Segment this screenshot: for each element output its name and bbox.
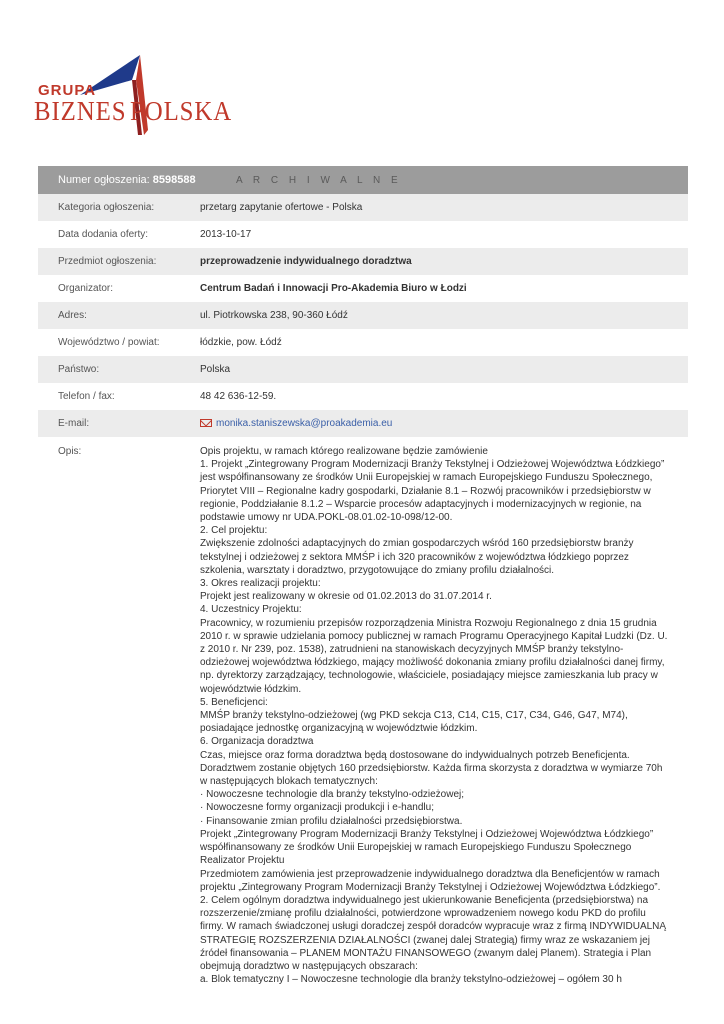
row-value: przetarg zapytanie ofertowe - Polska (200, 202, 363, 213)
description-line: Projekt jest realizowany w okresie od 01.02.2013 do 31.07.2014 r. (200, 591, 492, 603)
row-label: Państwo: (58, 364, 100, 375)
description-line: tekstylnej i odzieżowej z sektora MMŚP i ich 320 pracowników z województwa łódzkiego poprzez (200, 551, 629, 563)
description-line: szkolenia, warsztaty i doradztwo, przygotowujące do zmiany profilu działalności. (200, 564, 555, 576)
description-line: 2. Celem ogólnym doradztwa indywidualnego jest ukierunkowanie Beneficjenta (przedsiębiorstwa) na (200, 894, 649, 906)
description-line: 4. Uczestnicy Projektu: (200, 604, 302, 616)
number-label: Numer ogłoszenia: (58, 174, 150, 186)
description-line: w następujących blokach tematycznych: (200, 776, 378, 788)
logo-biznes: BIZNES (34, 96, 127, 126)
description-line: odzieżowej województwa łódzkiego, mający możliwość dokonania zmiany profilu działalności danej firmy, (200, 657, 665, 669)
description-line: źródeł finansowania – PLANEM MONTAŻU FINANSOWEGO (zwanym dalej Planem). Strategia i Plan (200, 947, 652, 959)
row-label: Adres: (58, 310, 87, 321)
description-line: 2010 r. w sprawie udzielania pomocy publicznej w ramach Programu Operacyjnego Kapitał Ludzki (Dz. U. (200, 630, 668, 642)
description-line: 1. Projekt „Zintegrowany Program Modernizacji Branży Tekstylnej i Odzieżowej Województwa Łódzkiego” (200, 459, 665, 471)
description-line: obejmują doradztwo w następujących obszarach: (200, 960, 418, 972)
description-line: z 2010 r. Nr 239, poz. 1538), zatrudnieni na stanowiskach decyzyjnych MMŚP branży tekstylno- (200, 644, 624, 656)
logo-polska: POLSKA (130, 96, 233, 126)
row-label: Kategoria ogłoszenia: (58, 202, 155, 213)
description-line: województwie łódzkim. (200, 683, 302, 695)
logo (30, 50, 233, 150)
row-label: Telefon / fax: (58, 391, 115, 402)
row-email (38, 410, 688, 437)
description-line: STRATEGIĘ ROZSZERZENIA DZIAŁALNOŚCI (zwanej dalej Strategią) firmy wraz ze wskazaniem jej (200, 934, 650, 946)
description-line: Doradztwem zostanie objętych 160 przedsiębiorstw. Każda firma skorzysta z doradztwa w wymiarze 70h (200, 762, 663, 774)
description-line: MMŚP branży tekstylno-odzieżowej (wg PKD sekcja C13, C14, C15, C17, C34, G46, G47, M74), (200, 710, 628, 722)
number-value: 8598588 (152, 174, 196, 186)
description-text (200, 445, 688, 986)
row-country (38, 356, 688, 383)
row-label: Województwo / powiat: (58, 337, 160, 348)
description-line: np. dyrektorzy zarządzający, technologowie, właściciele, posiadający miejsce zamieszkania lub pracy w (200, 670, 658, 682)
description-line: 6. Organizacja doradztwa (200, 736, 314, 748)
row-label: E-mail: (58, 418, 90, 429)
row-value: Polska (200, 364, 231, 375)
logo-grupa: GRUPA (38, 82, 97, 99)
description-line: 2. Cel projektu: (200, 525, 268, 537)
description-line: 3. Okres realizacji projektu: (200, 578, 321, 590)
row-value: 2013-10-17 (200, 229, 252, 240)
announcement-number (38, 174, 200, 186)
row-voivodeship (38, 329, 688, 356)
description-line: rozszerzenie/zmianę profilu działalności, potwierdzone wprowadzeniem nowego kodu PKD do profilu (200, 908, 646, 920)
status-badge: A R C H I W A L N E (236, 174, 402, 186)
row-value: ul. Piotrkowska 238, 90-360 Łódź (200, 310, 348, 321)
row-value: przeprowadzenie indywidualnego doradztwa (200, 256, 412, 267)
description-line: współfinansowany ze środków Unii Europejskiej w ramach Europejskiego Funduszu Społecznego (200, 842, 632, 854)
row-label: Przedmiot ogłoszenia: (58, 256, 157, 267)
email-link[interactable]: monika.staniszewska@proakademia.eu (216, 418, 393, 429)
description-line: · Nowoczesne technologie dla branży tekstylno-odzieżowej; (200, 789, 465, 801)
row-value: łódzkie, pow. Łódź (200, 337, 282, 348)
row-category (38, 194, 688, 221)
description-line: Projekt „Zintegrowany Program Modernizacji Branży Tekstylnej i Odzieżowej Województwa Łódzkiego” (200, 828, 654, 840)
announcement-table (38, 166, 688, 986)
description-line: Priorytet VIII – Regionalne kadry gospodarki, Działanie 8.1 – Rozwój pracowników i przedsiębiorstw w (200, 485, 651, 497)
row-organizer (38, 275, 688, 302)
description-line: a. Blok tematyczny I – Nowoczesne technologie dla branży tekstylno-odzieżowej – ogółem 30 h (200, 974, 622, 986)
description-line: regionie, Poddziałanie 8.1.2 – Wsparcie procesów adaptacyjnych i modernizacyjnych w regionie, na (200, 498, 642, 510)
description-line: Zwiększenie zdolności adaptacyjnych do zmian gospodarczych wśród 160 przedsiębiorstw branży (200, 538, 634, 550)
description-line: Czas, miejsce oraz forma doradztwa będą dostosowane do indywidualnych potrzeb Beneficjenta. (200, 749, 630, 761)
row-date (38, 221, 688, 248)
description-line: Realizator Projektu (200, 855, 285, 867)
table-header (38, 166, 688, 194)
row-description (38, 437, 688, 986)
description-line: Pracownicy, w rozumieniu przepisów rozporządzenia Ministra Rozwoju Regionalnego z dnia 15 grudnia (200, 617, 657, 629)
row-address (38, 302, 688, 329)
row-phone (38, 383, 688, 410)
description-line: firmy. W ramach świadczonej usługi doradczej zespół doradców wypracuje wraz z firmą INDYWIDUALNĄ (200, 921, 667, 933)
row-label: Data dodania oferty: (58, 229, 149, 240)
description-line: Opis projektu, w ramach którego realizowane będzie zamówienie (200, 446, 488, 457)
description-line: jest współfinansowany ze środków Unii Europejskiej w ramach Europejskiego Funduszu Społecznego, (200, 472, 653, 484)
row-value: 48 42 636-12-59. (200, 391, 277, 402)
description-line: Przedmiotem zamówienia jest przeprowadzenie indywidualnego doradztwa dla Beneficjentów w ramach (200, 868, 660, 880)
description-line: podstawie umowy nr UDA.POKL-08.01.02-10-098/12-00. (200, 512, 453, 524)
description-line: · Nowoczesne formy organizacji produkcji i e-handlu; (200, 802, 434, 814)
envelope-icon (200, 419, 212, 427)
description-line: posiadające jednostkę organizacyjną w województwie łódzkim. (200, 723, 478, 735)
row-subject (38, 248, 688, 275)
row-label: Opis: (58, 446, 82, 457)
row-value: Centrum Badań i Innowacji Pro-Akademia Biuro w Łodzi (200, 283, 467, 294)
row-label: Organizator: (58, 283, 114, 294)
description-line: 5. Beneficjenci: (200, 696, 268, 708)
description-line: projektu „Zintegrowany Program Modernizacji Branży Tekstylnej i Odzieżowej Województwa Łódzkiego”. (200, 881, 661, 893)
row-value (200, 418, 688, 429)
description-line: · Finansowanie zmian profilu działalności przedsiębiorstwa. (200, 815, 463, 827)
